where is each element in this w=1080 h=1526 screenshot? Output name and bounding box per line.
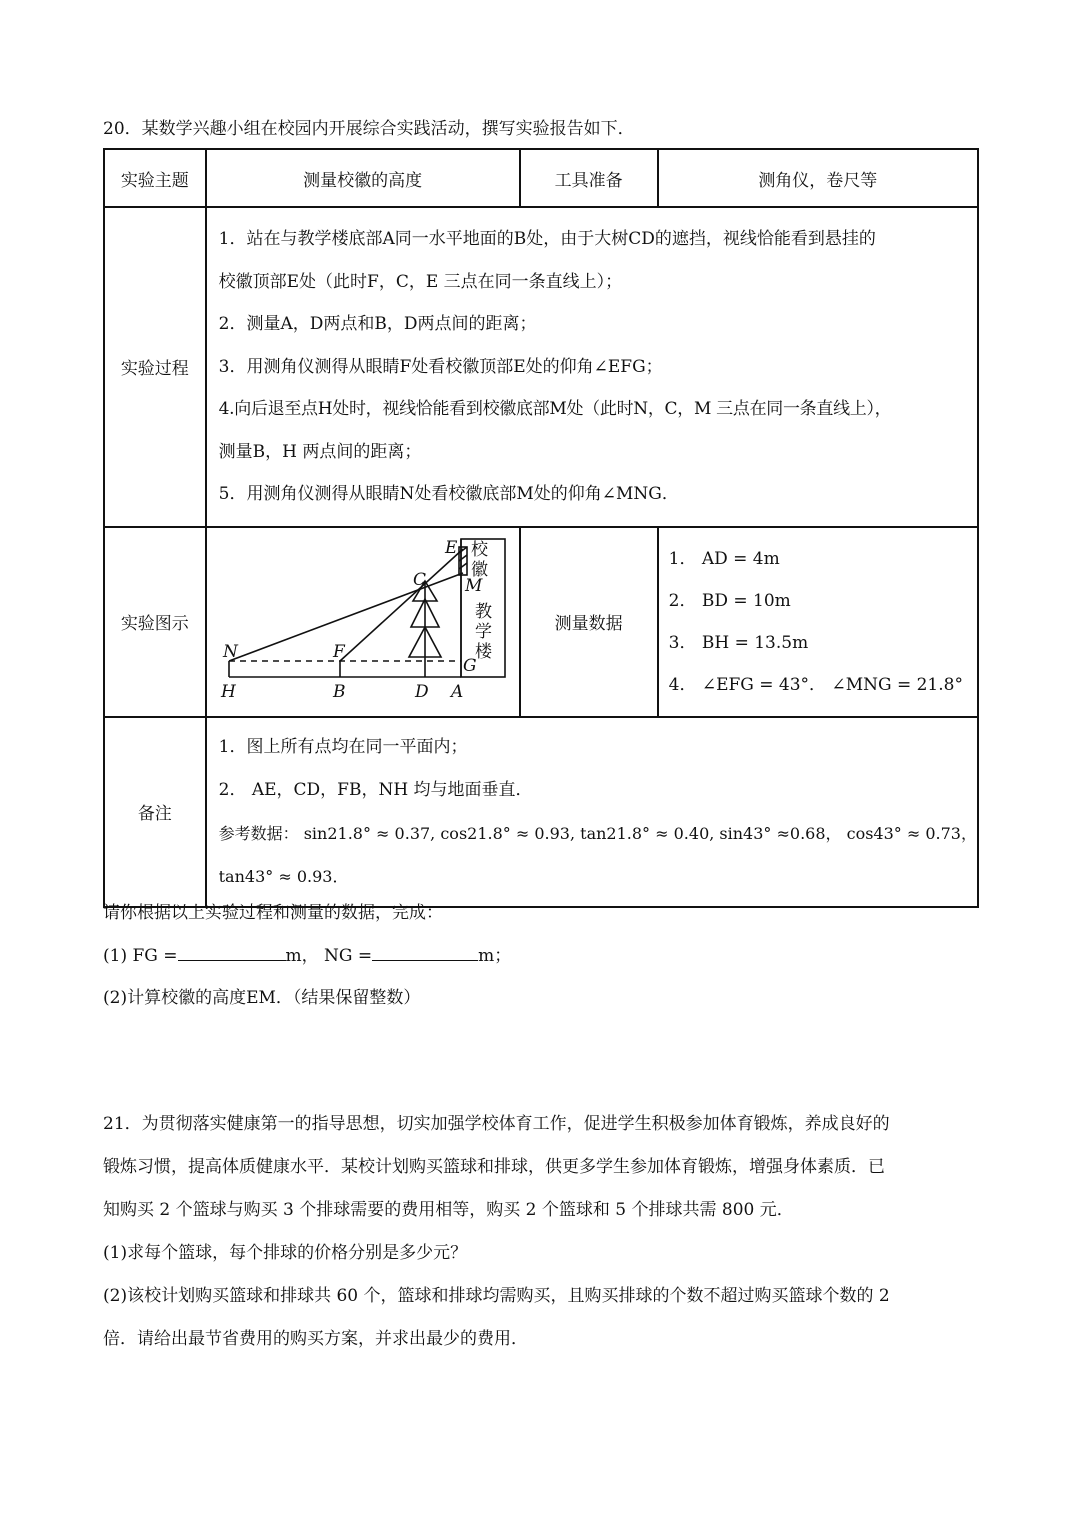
label-h: H: [220, 681, 236, 702]
report-header-row: [104, 149, 978, 207]
data-item: 4． ∠EFG = 43°． ∠MNG = 21.8°: [668, 674, 963, 695]
note-line: 2． AE，CD，FB，NH 均与地面垂直．: [218, 779, 533, 800]
badge-char: 徽: [470, 559, 488, 580]
q20-prompt: 请你根据以上实验过程和测量的数据，完成：: [103, 903, 443, 923]
process-line: 5．用测角仪测得从眼睛N处看校徽底部M处的仰角∠MNG．: [218, 484, 679, 504]
tools-value: 测角仪，卷尺等: [658, 149, 978, 207]
label-b: B: [332, 681, 346, 702]
label-d: D: [414, 681, 429, 702]
label-a: A: [450, 681, 463, 702]
label-c: C: [412, 569, 426, 590]
data-label: 测量数据: [520, 527, 658, 717]
part1-ng-label: NG =: [324, 946, 373, 966]
data-item: 1． AD = 4m: [668, 548, 780, 569]
data-item: 2． BD = 10m: [668, 590, 791, 611]
q21-part2: (2)该校计划购买篮球和排球共 60 个，篮球和排球均需购买，且购买排球的个数不超过购买篮球个数的 2: [103, 1286, 890, 1306]
sight-line-fe: [340, 549, 463, 661]
process-row: [104, 207, 978, 527]
reference-data-tan: tan43° ≈ 0.93．: [218, 866, 349, 886]
building-char: 教: [474, 601, 492, 622]
label-g: G: [462, 655, 477, 676]
building-char: 学: [474, 621, 492, 642]
q21-line: 倍．请给出最节省费用的购买方案，并求出最少的费用．: [103, 1329, 528, 1349]
figure-row: [104, 527, 978, 717]
fg-answer-blank[interactable]: [178, 944, 286, 961]
note-line: 1．图上所有点均在同一平面内；: [218, 736, 468, 757]
badge-char: 校: [470, 539, 488, 560]
q21-line: 锻炼习惯，提高体质健康水平．某校计划购买篮球和排球，供更多学生参加体育锻炼，增强身体素质．已: [103, 1157, 885, 1177]
reference-data: 参考数据： sin21.8° ≈ 0.37, cos21.8° ≈ 0.93, tan21.8° ≈ 0.40, sin43° ≈0.68， cos43° ≈ 0.73，: [218, 823, 977, 843]
label-m: M: [464, 575, 483, 596]
topic-label: 实验主题: [104, 149, 206, 207]
q20-part1: [103, 941, 511, 966]
process-line: 校徽顶部E处（此时F，C，E 三点在同一条直线上）；: [218, 271, 623, 292]
process-label: 实验过程: [104, 207, 206, 527]
q21-part1: (1)求每个篮球，每个排球的价格分别是多少元？: [103, 1243, 468, 1263]
q21-line: 21．为贯彻落实健康第一的指导思想，切实加强学校体育工作，促进学生积极参加体育锻炼，养成良好的: [103, 1114, 890, 1134]
topic-value: 测量校徽的高度: [206, 149, 520, 207]
data-values: [658, 527, 978, 717]
q20-intro: 20．某数学兴趣小组在校园内开展综合实践活动，撰写实验报告如下．: [103, 119, 635, 139]
process-line: 2．测量A，D两点和B，D两点间的距离；: [218, 314, 537, 334]
q21-line: 知购买 2 个篮球与购买 3 个排球需要的费用相等，购买 2 个篮球和 5 个排球共需 800 元．: [103, 1200, 794, 1220]
process-steps: [206, 207, 978, 527]
figure-label: 实验图示: [104, 527, 206, 717]
label-f: F: [332, 641, 345, 662]
experiment-diagram: [207, 531, 519, 713]
label-n: N: [222, 641, 238, 662]
data-item: 3． BH = 13.5m: [668, 632, 809, 653]
part1-fg-label: (1) FG =: [103, 946, 178, 966]
q20-part2: (2)计算校徽的高度EM．（结果保留整数）: [103, 988, 421, 1008]
ng-answer-blank[interactable]: [372, 944, 478, 961]
process-line: 4.向后退至点H处时，视线恰能看到校徽底部M处（此时N，C，M 三点在同一条直线上），: [218, 399, 892, 419]
label-e: E: [444, 537, 458, 558]
part1-unit1: m，: [285, 946, 319, 966]
process-line: 1．站在与教学楼底部A同一水平地面的B处，由于大树CD的遮挡，视线恰能看到悬挂的: [218, 229, 876, 249]
notes-label: 备注: [104, 717, 206, 907]
notes-row: [104, 717, 978, 907]
process-line: 测量B，H 两点间的距离；: [218, 441, 422, 462]
experiment-report-table: [103, 148, 979, 908]
part1-unit2: m；: [478, 946, 512, 966]
tools-label: 工具准备: [520, 149, 658, 207]
building-char: 楼: [474, 641, 492, 662]
figure-cell: [206, 527, 520, 717]
notes-content: [206, 717, 978, 907]
process-line: 3．用测角仪测得从眼睛F处看校徽顶部E处的仰角∠EFG；: [218, 356, 663, 377]
